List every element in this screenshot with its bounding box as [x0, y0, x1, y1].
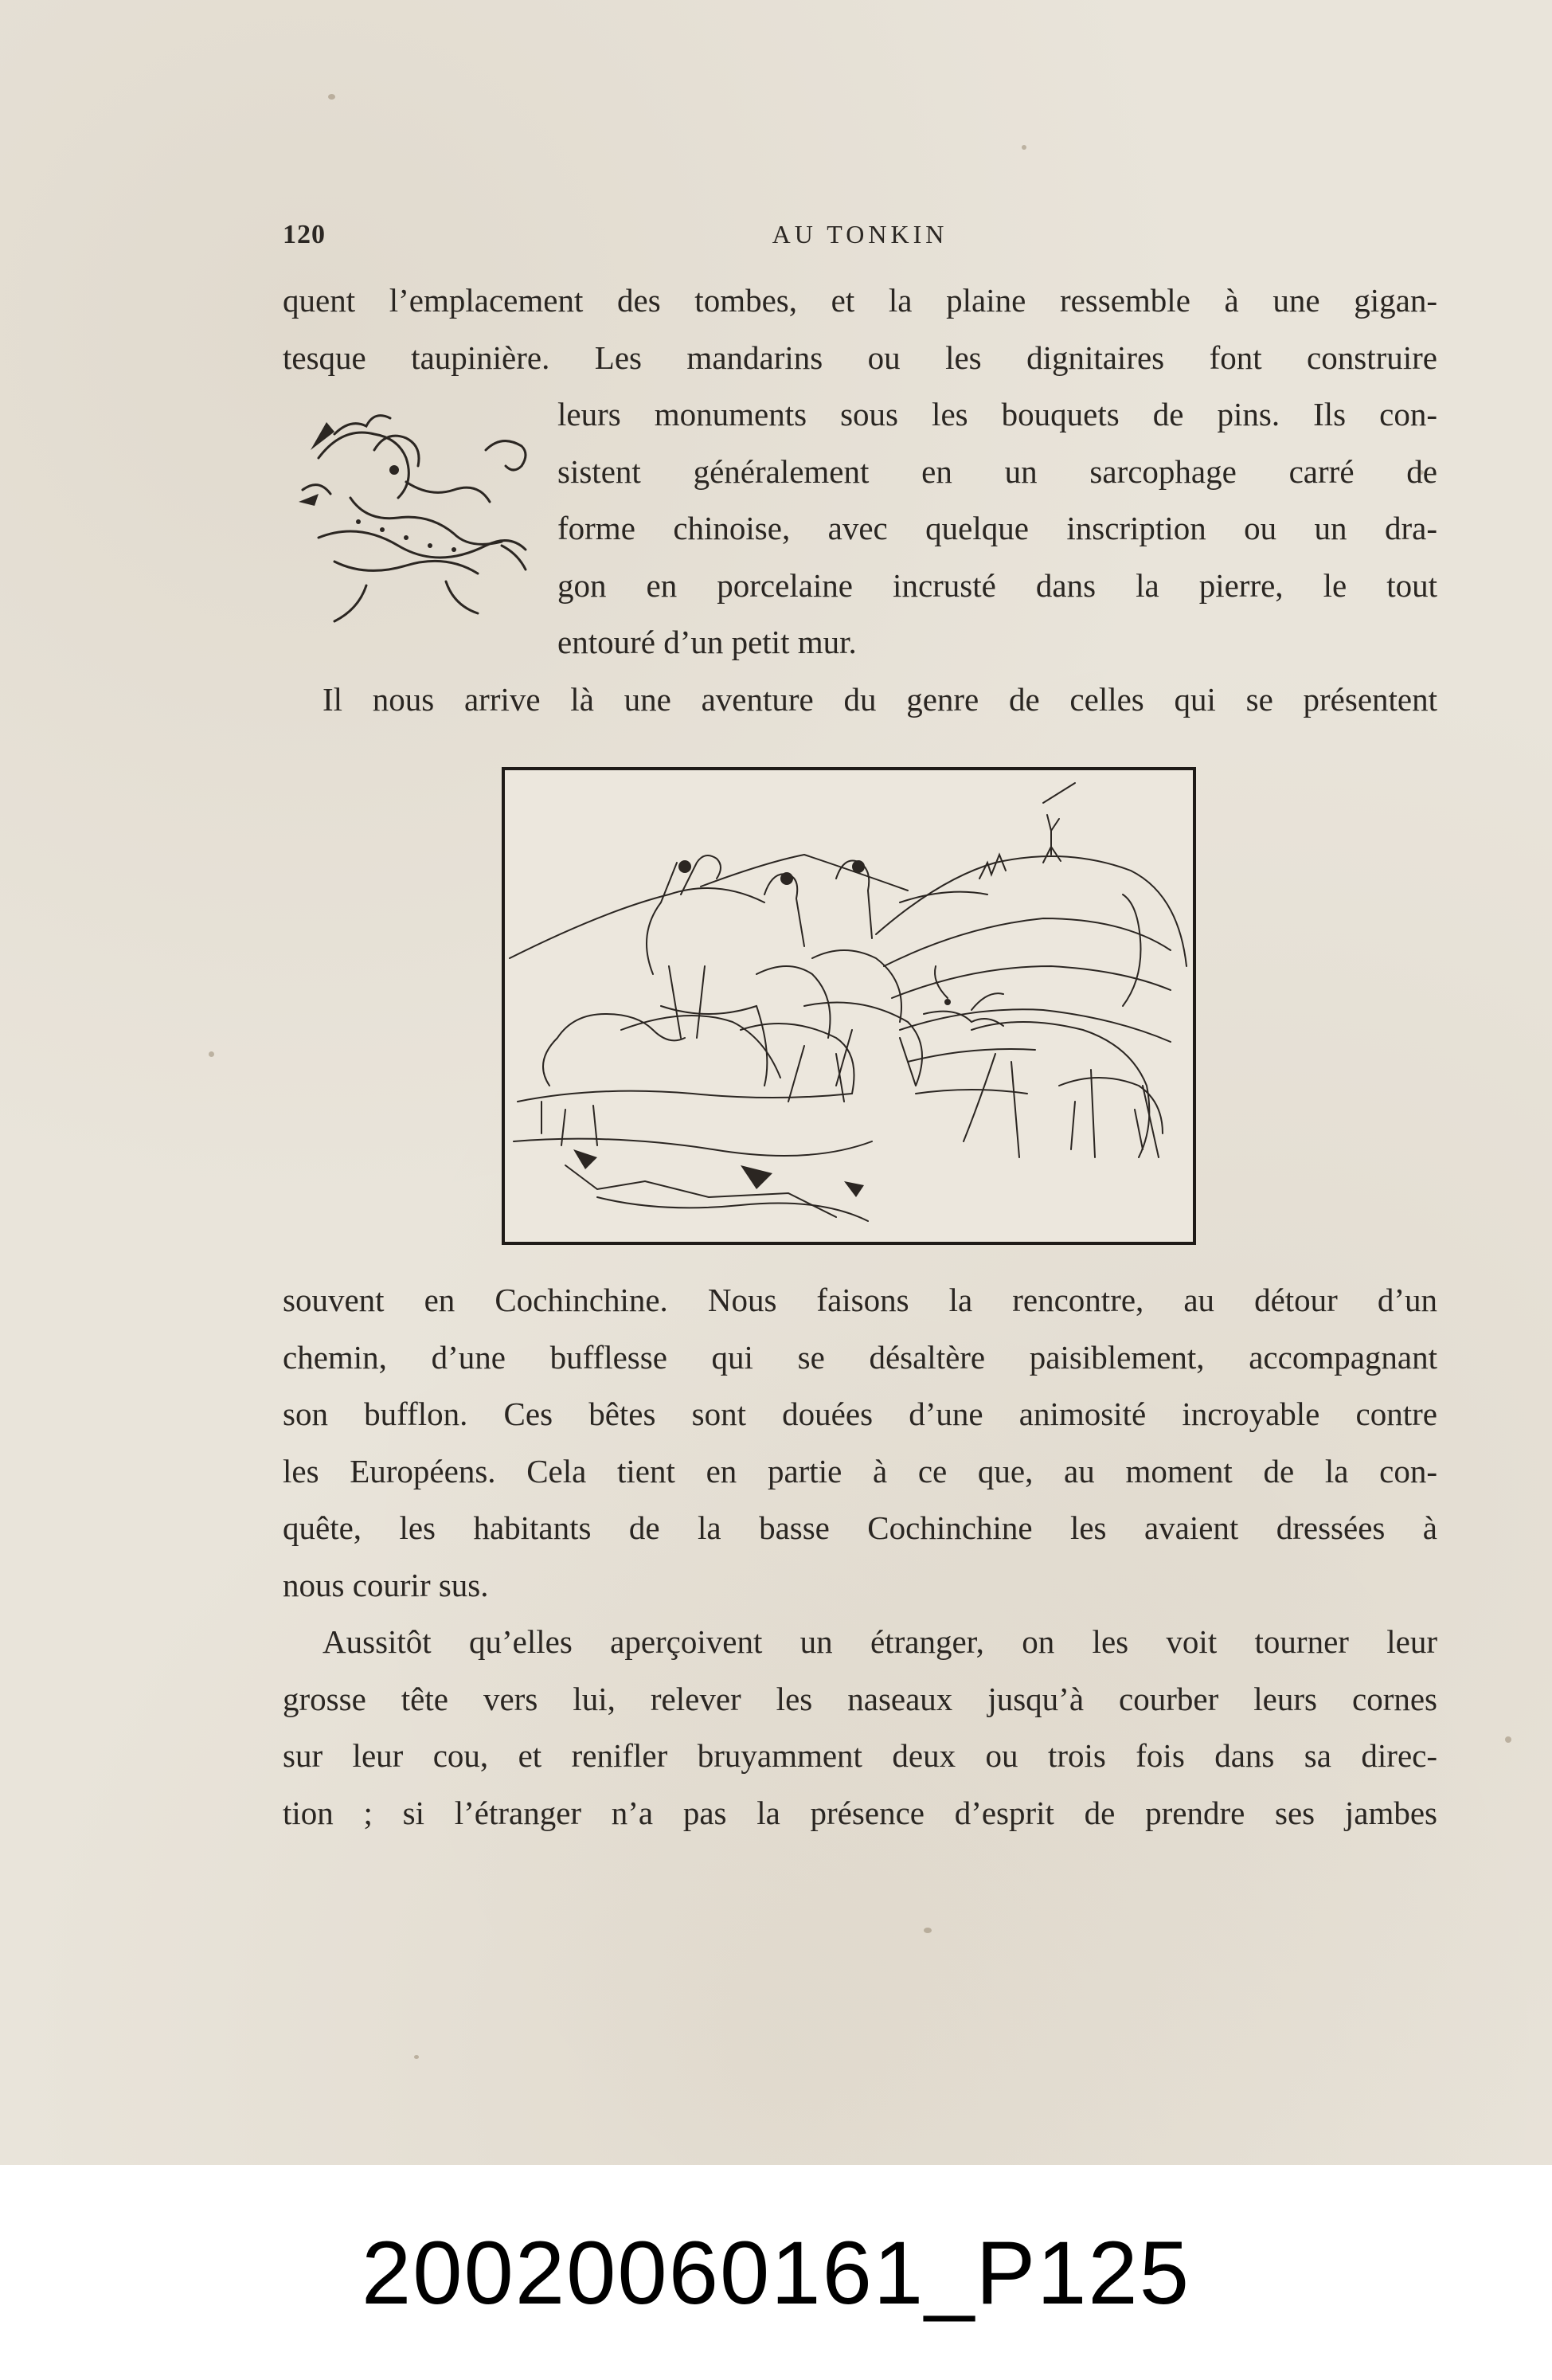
text-line: souvent en Cochinchine. Nous faisons la rencontre, au détour d’un [283, 1282, 1437, 1318]
text-line: tesque taupinière. Les mandarins ou les dignitaires font construire [283, 339, 1437, 376]
text-line: gon en porcelaine incrusté dans la pierre, le tout [557, 566, 1437, 604]
paragraph-continued [283, 1272, 1437, 1842]
dragon-vignette [287, 402, 549, 641]
paper-speck [1022, 145, 1026, 150]
paper-speck [414, 2055, 419, 2059]
text-line: leurs monuments sous les bouquets de pins. Ils con- [557, 396, 1437, 433]
paragraph-adventure-start [283, 671, 1437, 729]
text-line: sur leur cou, et renifler bruyamment deux ou trois fois dans sa direc- [283, 1737, 1437, 1774]
paper-speck [328, 94, 335, 100]
paragraph-opening [283, 272, 1437, 386]
paper-speck [1505, 1736, 1511, 1743]
paper-speck [924, 1928, 932, 1933]
archive-identifier: 20020060161_P125 [361, 2222, 1191, 2323]
page-number: 120 [283, 220, 326, 249]
text-line: nous courir sus. [283, 1566, 489, 1603]
running-head [283, 220, 1437, 255]
text-line: tion ; si l’étranger n’a pas la présence d’esprit de prendre ses jambes [283, 1794, 1437, 1831]
text-line: quête, les habitants de la basse Cochinchine les avaient dressées à [283, 1509, 1437, 1546]
text-line: son bufflon. Ces bêtes sont douées d’une animosité incroyable contre [283, 1396, 1437, 1432]
text-line: chemin, d’une bufflesse qui se désaltère paisiblement, accompagnant [283, 1338, 1437, 1376]
text-line: grosse tête vers lui, relever les naseaux jusqu’à courber leurs cornes [283, 1680, 1437, 1717]
buffalo-engraving [502, 767, 1196, 1245]
text-line: Aussitôt qu’elles aperçoivent un étranger, on les voit tourner leur [323, 1623, 1437, 1660]
text-line: les Européens. Cela tient en partie à ce que, au moment de la con- [283, 1452, 1437, 1489]
text-line: quent l’emplacement des tombes, et la plaine ressemble à une gigan- [283, 282, 1437, 319]
text-line: entouré d’un petit mur. [557, 624, 857, 660]
running-title: AU TONKIN [772, 220, 948, 249]
text-line: forme chinoise, avec quelque inscription ou un dra- [557, 510, 1437, 546]
text-line: Il nous arrive là une aventure du genre de celles qui se présentent [323, 681, 1437, 718]
paragraph-dropcap-lines [557, 386, 1437, 671]
paper-speck [209, 1051, 214, 1057]
text-line: sistent généralement en un sarcophage carré de [557, 452, 1437, 490]
